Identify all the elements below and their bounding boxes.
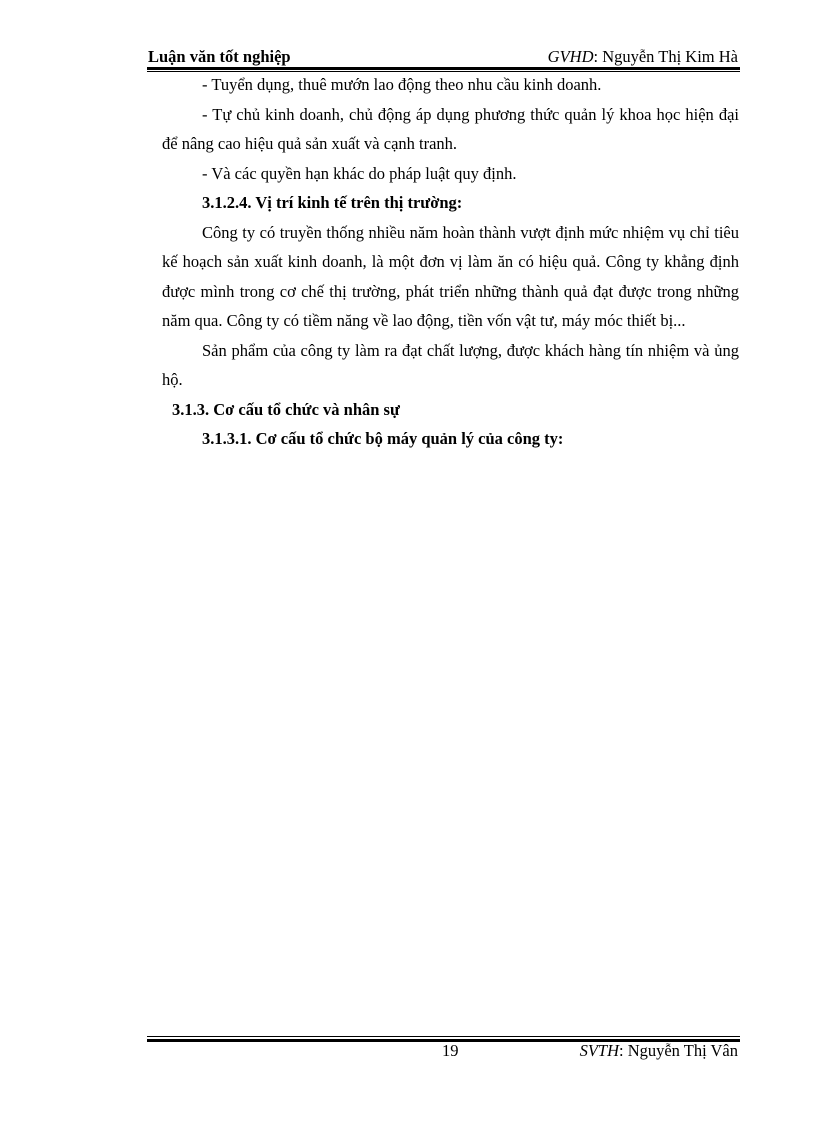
document-title: Luận văn tốt nghiệp <box>148 47 291 66</box>
supervisor-label <box>548 47 738 67</box>
page-number: 19 <box>442 1041 459 1060</box>
paragraph-2: - Tự chủ kinh doanh, chủ động áp dụng phương thức quản lý khoa học hiện đại để nâng cao hiệu quả sản xuất và cạnh tranh. <box>162 104 739 153</box>
page-body <box>162 70 739 454</box>
page-footer <box>148 1041 738 1065</box>
student-label <box>580 1041 738 1061</box>
supervisor-name: : Nguyễn Thị Kim Hà <box>593 47 738 66</box>
student-name: : Nguyễn Thị Vân <box>618 1041 738 1060</box>
paragraph-5: Sản phẩm của công ty làm ra đạt chất lượng, được khách hàng tín nhiệm và ủng hộ. <box>162 340 739 389</box>
paragraph-1: - Tuyển dụng, thuê mướn lao động theo nhu cầu kinh doanh. <box>202 75 602 94</box>
section-heading-3-1-2-4: 3.1.2.4. Vị trí kinh tế trên thị trường: <box>202 193 463 212</box>
section-heading-3-1-3-1: 3.1.3.1. Cơ cấu tổ chức bộ máy quản lý của công ty: <box>202 429 564 448</box>
page-header <box>148 47 738 69</box>
paragraph-3: - Và các quyền hạn khác do pháp luật quy định. <box>202 163 517 183</box>
paragraph-4: Công ty có truyền thống nhiều năm hoàn thành vượt định mức nhiệm vụ chỉ tiêu kế hoạch sản xuất kinh doanh, là một đơn vị làm ăn có hiệu quả. Công ty khẳng định được mình trong cơ chế thị trường, phát triển những thành quả đạt được trong những năm qua. Công ty có tiềm năng về lao động, tiền vốn vật tư, máy móc thiết bị... <box>162 222 739 330</box>
student-abbrev: SVTH <box>579 1041 619 1060</box>
supervisor-abbrev: GVHD <box>547 47 594 66</box>
section-heading-3-1-3: 3.1.3. Cơ cấu tổ chức và nhân sự <box>172 399 400 419</box>
footer-rule-thin <box>147 1036 740 1037</box>
